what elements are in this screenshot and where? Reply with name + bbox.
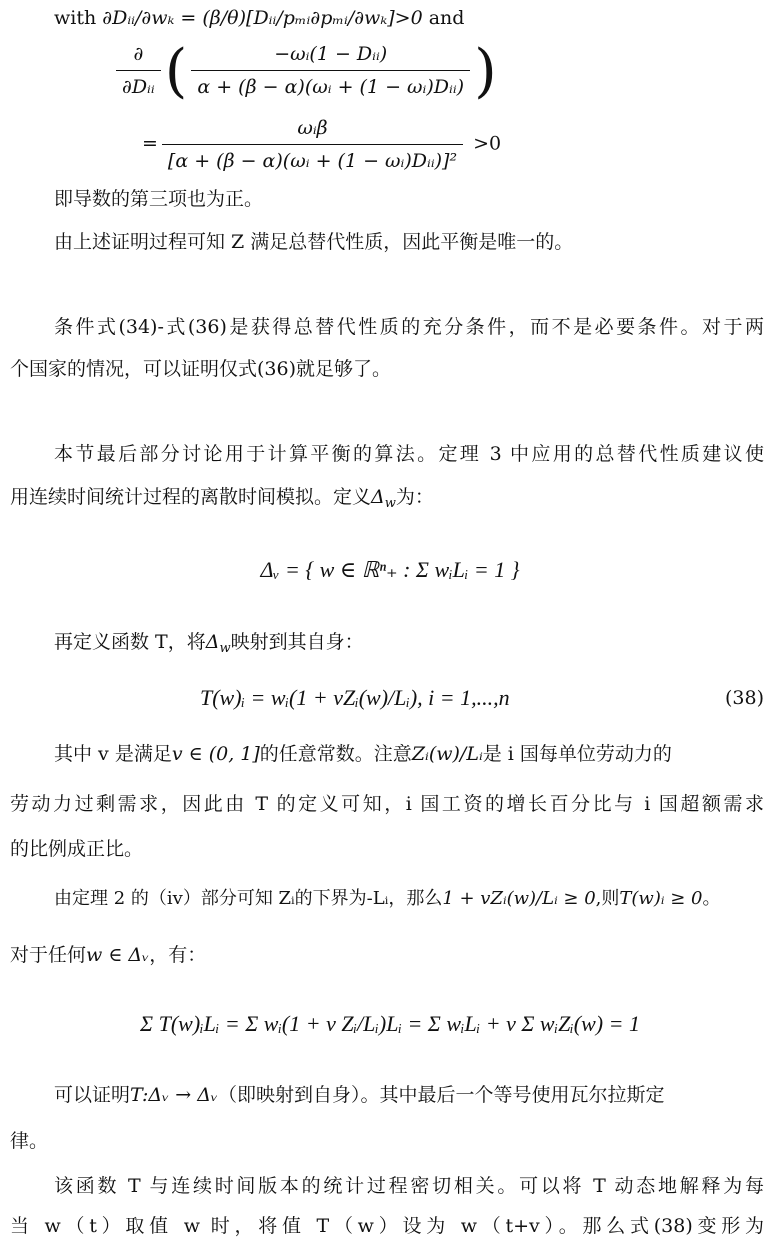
paragraph-8: 对于任何w ∈ Δᵥ，有： xyxy=(10,944,207,966)
paragraph-1: 即导数的第三项也为正。 xyxy=(54,188,264,210)
paragraph-9-line-2: 律。 xyxy=(10,1130,49,1152)
paragraph-6-line-3: 的比例成正比。 xyxy=(10,838,144,860)
paragraph-10-line-2: 当 w（t）取值 w 时，将值 T（w）设为 w（t+v）。那么式(38)变形为 xyxy=(10,1215,764,1237)
paragraph-4-line-1: 本节最后部分讨论用于计算平衡的算法。定理 3 中应用的总替代性质建议使 xyxy=(54,443,764,465)
paragraph-3-line-1: 条件式(34)-式(36)是获得总替代性质的充分条件，而不是必要条件。对于两 xyxy=(54,316,764,338)
derivation-result-row: = $\frac{\text{ωᵢβ}}{\text{[α + (β − α)(ωᵢ + (1 − ωᵢ)Dᵢᵢ)]²}}$ >0 xyxy=(142,114,742,184)
delta-symbol: Δ xyxy=(371,486,385,508)
paragraph-6-line-2: 劳动力过剩需求，因此由 T 的定义可知，i 国工资的增长百分比与 i 国超额需求 xyxy=(10,793,764,815)
derivation-line-1: with ∂Dᵢᵢ/∂wₖ = (β/θ)[Dᵢᵢ/pₘᵢ∂pₘᵢ/∂wₖ]>0 and xyxy=(54,7,465,29)
paragraph-6-line-1: 其中 v 是满足v ∈ (0, 1]的任意常数。注意Zᵢ(w)/Lᵢ是 i 国每单位劳动力的 xyxy=(54,743,672,765)
derivation-inequality: ∂Dᵢᵢ/∂wₖ = (β/θ)[Dᵢᵢ/pₘᵢ∂pₘᵢ/∂wₖ]>0 xyxy=(102,7,423,29)
paragraph-9-line-1: 可以证明T:Δᵥ → Δᵥ（即映射到自身）。其中最后一个等号使用瓦尔拉斯定 xyxy=(54,1084,665,1106)
derivation-fraction-1: $\frac{\text{−ωᵢ(1 − Dᵢᵢ)}}{\text{α + (β − α)(ωᵢ + (1 − ωᵢ)Dᵢᵢ)}}$ xyxy=(191,40,470,101)
equation-38: T(w)ᵢ = wᵢ(1 + vZᵢ(w)/Lᵢ), i = 1,...,n xyxy=(200,685,510,710)
equation-sum: Σ T(w)ᵢLᵢ = Σ wᵢ(1 + v Zᵢ/Lᵢ)Lᵢ = Σ wᵢLᵢ + v Σ wᵢZᵢ(w) = 1 xyxy=(140,1011,640,1036)
paragraph-2: 由上述证明过程可知 Z 满足总替代性质，因此平衡是唯一的。 xyxy=(54,231,574,253)
derivation-fraction-2: $\frac{\text{ωᵢβ}}{\text{[α + (β − α)(ωᵢ + (1 − ωᵢ)Dᵢᵢ)]²}}$ xyxy=(162,114,463,175)
paragraph-5: 再定义函数 T，将$\Delta_w$映射到其自身： xyxy=(54,631,364,656)
paragraph-3-line-2: 个国家的情况，可以证明仅式(36)就足够了。 xyxy=(10,358,392,380)
equation-delta-definition: Δᵥ = { w ∈ ℝⁿ₊ : Σ wᵢLᵢ = 1 } xyxy=(260,557,520,582)
derivation-fraction-row: $\frac{\partial}{\text{∂Dᵢᵢ}}$ ( $\frac{\text{−ωᵢ(1 − Dᵢᵢ)}}{\text{α + (β − α)(ωᵢ + (1 − ωᵢ)Dᵢᵢ)}}$ ) xyxy=(112,40,712,110)
partial-operator: $\frac{\partial}{\text{∂Dᵢᵢ}}$ xyxy=(116,40,161,101)
paragraph-7: 由定理 2 的（iv）部分可知 Zᵢ的下界为-Lᵢ，那么1 + vZᵢ(w)/Lᵢ ≥ 0,则T(w)ᵢ ≥ 0。 xyxy=(54,888,721,909)
paragraph-4-line-2: 用连续时间统计过程的离散时间模拟。定义$\Delta_w$为： xyxy=(10,486,434,511)
equation-number-38: (38) xyxy=(724,687,764,709)
paragraph-10-line-1: 该函数 T 与连续时间版本的统计过程密切相关。可以将 T 动态地解释为每 xyxy=(54,1175,764,1197)
